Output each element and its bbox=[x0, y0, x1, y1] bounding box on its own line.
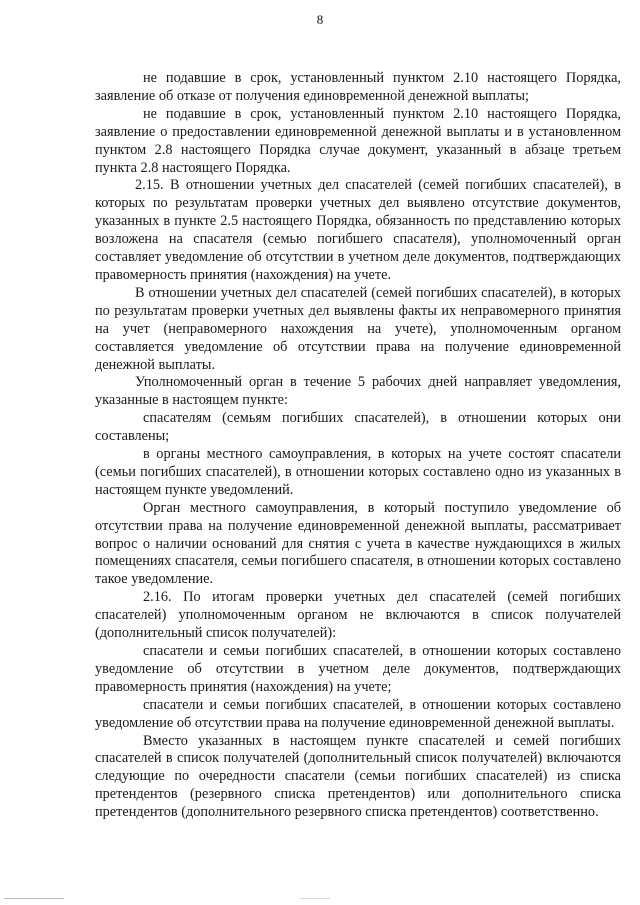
paragraph-2-15: 2.15. В отношении учетных дел спасателей (семей погибших спасателей), в которых по результатам проверки учетных дел выявлено отсутствие документов, указанных в пункте 2.5 настоящего Порядка, обязанность по представлению которых возложена на спасателя (семью погибшего спасателя), уполномоченный орган составляет уведомление об отсутствии в учетном деле документов, подтверждающих правомерность принятия (нахождения) на учете. bbox=[95, 177, 621, 283]
paragraph: Орган местного самоуправления, в который поступило уведомление об отсутствии права на получение единовременной денежной выплаты, рассматривает вопрос о наличии оснований для снятия с учета в качестве нуждающихся в жилых помещениях спасателя, семьи погибшего спасателя, в отношении которых составлено такое уведомление. bbox=[95, 499, 621, 588]
scan-artifact-line bbox=[300, 898, 330, 899]
document-body bbox=[95, 70, 621, 822]
paragraph: в органы местного самоуправления, в которых на учете состоят спасатели (семьи погибших спасателей), в отношении которых составлено одно из указанных в настоящем пункте уведомлений. bbox=[95, 446, 621, 498]
page-number: 8 bbox=[316, 12, 324, 27]
paragraph: Уполномоченный орган в течение 5 рабочих дней направляет уведомления, указанные в настоящем пункте: bbox=[95, 374, 621, 409]
paragraph: спасатели и семьи погибших спасателей, в отношении которых составлено уведомление об отсутствии в учетном деле документов, подтверждающих правомерность принятия (нахождения) на учете; bbox=[95, 643, 621, 695]
paragraph: не подавшие в срок, установленный пунктом 2.10 настоящего Порядка, заявление о предоставлении единовременной денежной выплаты и в установленном пунктом 2.8 настоящего Порядка случае документ, указанный в абзаце третьем пункта 2.8 настоящего Порядка. bbox=[95, 105, 621, 176]
scan-artifact-line bbox=[4, 898, 64, 899]
paragraph: спасатели и семьи погибших спасателей, в отношении которых составлено уведомление об отсутствии права на получение единовременной денежной выплаты. bbox=[95, 696, 621, 731]
paragraph-2-16: 2.16. По итогам проверки учетных дел спасателей (семей погибших спасателей) уполномоченным органом не включаются в список получателей (дополнительный список получателей): bbox=[95, 589, 621, 642]
paragraph: спасателям (семьям погибших спасателей), в отношении которых они составлены; bbox=[95, 410, 621, 445]
paragraph: В отношении учетных дел спасателей (семей погибших спасателей), в которых по результатам проверки учетных дел выявлены факты их неправомерного принятия на учет (неправомерного нахождения на учете), уполномоченным органом составляется уведомление об отсутствии права на получение единовременной денежной выплаты. bbox=[95, 284, 621, 373]
paragraph: не подавшие в срок, установленный пунктом 2.10 настоящего Порядка, заявление об отказе от получения единовременной денежной выплаты; bbox=[95, 70, 621, 104]
paragraph: Вместо указанных в настоящем пункте спасателей и семей погибших спасателей в список получателей (дополнительный список получателей) включаются следующие по очередности спасатели (семьи погибших спасателей) из списка претендентов (резервного списка претендентов) или дополнительного списка претендентов (дополнительного резервного списка претендентов) соответственно. bbox=[95, 732, 621, 821]
